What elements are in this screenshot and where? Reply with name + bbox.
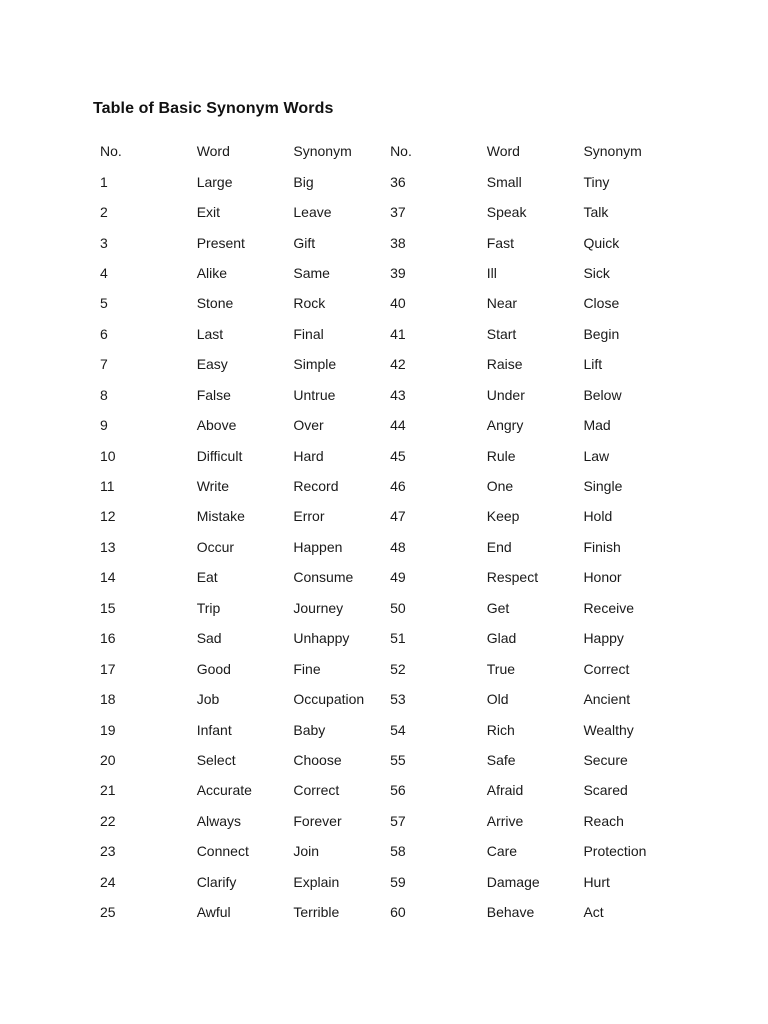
cell-no-left: 20 xyxy=(100,751,116,768)
cell-word-right: Behave xyxy=(486,904,535,921)
table-row xyxy=(93,349,673,379)
cell-synonym-right: Finish xyxy=(583,538,621,555)
cell-word-right: Keep xyxy=(486,508,520,525)
cell-word-left: Select xyxy=(196,751,236,768)
table-row xyxy=(93,410,673,440)
table-row xyxy=(93,471,673,501)
cell-no-right: 58 xyxy=(390,843,406,860)
cell-word-left: Above xyxy=(196,417,237,434)
table-row xyxy=(93,258,673,288)
header-synonym-left: Synonym xyxy=(293,143,352,160)
cell-no-right: 60 xyxy=(390,904,406,921)
cell-synonym-right: Correct xyxy=(583,660,630,677)
cell-synonym-left: Final xyxy=(293,325,324,342)
cell-word-right: Fast xyxy=(486,234,514,251)
cell-synonym-right: Reach xyxy=(583,812,624,829)
table-row xyxy=(93,562,673,592)
table-row xyxy=(93,714,673,744)
cell-synonym-right: Hurt xyxy=(583,873,610,890)
cell-synonym-left: Occupation xyxy=(293,691,365,708)
synonym-table xyxy=(93,136,673,927)
cell-no-left: 15 xyxy=(100,599,116,616)
cell-word-left: Sad xyxy=(196,630,222,647)
cell-no-right: 40 xyxy=(390,295,406,312)
cell-synonym-right: Quick xyxy=(583,234,620,251)
cell-synonym-left: Untrue xyxy=(293,386,336,403)
cell-synonym-left: Terrible xyxy=(293,904,340,921)
cell-no-left: 16 xyxy=(100,630,116,647)
cell-synonym-right: Scared xyxy=(583,782,628,799)
cell-synonym-left: Choose xyxy=(293,751,342,768)
cell-synonym-left: Journey xyxy=(293,599,344,616)
cell-synonym-left: Leave xyxy=(293,204,332,221)
table-row xyxy=(93,593,673,623)
cell-synonym-right: Begin xyxy=(583,325,620,342)
cell-no-left: 8 xyxy=(100,386,108,403)
cell-no-right: 49 xyxy=(390,569,406,586)
cell-word-right: Afraid xyxy=(486,782,524,799)
cell-synonym-right: Protection xyxy=(583,843,647,860)
cell-word-left: Always xyxy=(196,812,242,829)
cell-no-right: 59 xyxy=(390,873,406,890)
cell-no-right: 47 xyxy=(390,508,406,525)
cell-word-left: Trip xyxy=(196,599,221,616)
cell-no-left: 4 xyxy=(100,264,108,281)
cell-word-right: Rich xyxy=(486,721,515,738)
table-row xyxy=(93,867,673,897)
cell-no-left: 5 xyxy=(100,295,108,312)
header-no-left: No. xyxy=(100,143,122,160)
cell-synonym-left: Over xyxy=(293,417,324,434)
table-row xyxy=(93,745,673,775)
table-header xyxy=(93,136,673,166)
cell-no-right: 48 xyxy=(390,538,406,555)
cell-word-right: Safe xyxy=(486,751,516,768)
cell-word-left: Job xyxy=(196,691,220,708)
cell-synonym-right: Law xyxy=(583,447,610,464)
cell-word-left: Infant xyxy=(196,721,232,738)
cell-synonym-right: Wealthy xyxy=(583,721,634,738)
cell-synonym-right: Tiny xyxy=(583,173,610,190)
cell-no-left: 3 xyxy=(100,234,108,251)
header-word-left: Word xyxy=(196,143,230,160)
cell-word-right: True xyxy=(486,660,516,677)
header-synonym-right: Synonym xyxy=(583,143,642,160)
cell-no-right: 57 xyxy=(390,812,406,829)
cell-word-left: Present xyxy=(196,234,245,251)
cell-no-right: 52 xyxy=(390,660,406,677)
cell-word-right: Get xyxy=(486,599,510,616)
cell-synonym-left: Explain xyxy=(293,873,340,890)
cell-word-left: Awful xyxy=(196,904,231,921)
cell-word-left: Mistake xyxy=(196,508,245,525)
cell-synonym-left: Forever xyxy=(293,812,342,829)
cell-no-right: 51 xyxy=(390,630,406,647)
cell-synonym-left: Happen xyxy=(293,538,343,555)
cell-synonym-left: Join xyxy=(293,843,320,860)
cell-synonym-right: Mad xyxy=(583,417,611,434)
cell-synonym-right: Honor xyxy=(583,569,622,586)
cell-synonym-left: Rock xyxy=(293,295,326,312)
cell-synonym-left: Fine xyxy=(293,660,321,677)
cell-synonym-right: Single xyxy=(583,478,623,495)
cell-word-left: False xyxy=(196,386,231,403)
table-row xyxy=(93,166,673,196)
cell-word-left: Eat xyxy=(196,569,218,586)
cell-no-right: 39 xyxy=(390,264,406,281)
cell-no-left: 7 xyxy=(100,356,108,373)
cell-word-right: Near xyxy=(486,295,518,312)
document-title: Table of Basic Synonym Words xyxy=(93,100,334,117)
cell-no-left: 13 xyxy=(100,538,116,555)
cell-no-left: 11 xyxy=(100,478,115,495)
cell-no-right: 45 xyxy=(390,447,406,464)
cell-no-right: 42 xyxy=(390,356,406,373)
cell-no-right: 44 xyxy=(390,417,406,434)
table-row xyxy=(93,288,673,318)
cell-synonym-right: Act xyxy=(583,904,604,921)
cell-no-right: 43 xyxy=(390,386,406,403)
cell-synonym-left: Hard xyxy=(293,447,324,464)
cell-synonym-left: Record xyxy=(293,478,339,495)
table-row xyxy=(93,227,673,257)
cell-no-right: 55 xyxy=(390,751,406,768)
cell-synonym-left: Simple xyxy=(293,356,337,373)
cell-no-left: 23 xyxy=(100,843,116,860)
table-row xyxy=(93,532,673,562)
cell-word-left: Easy xyxy=(196,356,228,373)
cell-no-right: 53 xyxy=(390,691,406,708)
cell-synonym-left: Baby xyxy=(293,721,326,738)
cell-word-left: Large xyxy=(196,173,233,190)
table-row xyxy=(93,836,673,866)
cell-word-right: Small xyxy=(486,173,522,190)
table-row xyxy=(93,380,673,410)
cell-word-right: Care xyxy=(486,843,518,860)
cell-word-left: Exit xyxy=(196,204,221,221)
cell-no-left: 24 xyxy=(100,873,116,890)
cell-no-left: 22 xyxy=(100,812,116,829)
table-row xyxy=(93,653,673,683)
cell-synonym-right: Receive xyxy=(583,599,635,616)
cell-synonym-right: Hold xyxy=(583,508,613,525)
cell-no-right: 36 xyxy=(390,173,406,190)
cell-word-left: Accurate xyxy=(196,782,252,799)
cell-synonym-left: Gift xyxy=(293,234,316,251)
cell-word-right: Raise xyxy=(486,356,523,373)
table-row xyxy=(93,197,673,227)
cell-no-left: 14 xyxy=(100,569,116,586)
cell-word-right: Glad xyxy=(486,630,517,647)
cell-no-left: 18 xyxy=(100,691,116,708)
cell-no-right: 50 xyxy=(390,599,406,616)
cell-word-right: One xyxy=(486,478,514,495)
cell-word-left: Last xyxy=(196,325,224,342)
cell-no-left: 21 xyxy=(100,782,116,799)
cell-word-left: Clarify xyxy=(196,873,237,890)
cell-synonym-right: Ancient xyxy=(583,691,631,708)
cell-word-right: Arrive xyxy=(486,812,524,829)
header-no-right: No. xyxy=(390,143,412,160)
cell-no-right: 46 xyxy=(390,478,406,495)
cell-synonym-left: Unhappy xyxy=(293,630,350,647)
table-row xyxy=(93,623,673,653)
cell-no-right: 37 xyxy=(390,204,406,221)
cell-word-right: Under xyxy=(486,386,525,403)
cell-synonym-right: Talk xyxy=(583,204,609,221)
cell-word-right: Damage xyxy=(486,873,540,890)
table-row xyxy=(93,501,673,531)
cell-word-left: Difficult xyxy=(196,447,243,464)
cell-no-left: 2 xyxy=(100,204,108,221)
cell-word-right: Old xyxy=(486,691,509,708)
table-row xyxy=(93,775,673,805)
cell-word-right: Ill xyxy=(486,264,497,281)
cell-synonym-right: Below xyxy=(583,386,622,403)
cell-word-left: Occur xyxy=(196,538,235,555)
table-header-row xyxy=(93,136,673,166)
cell-word-left: Connect xyxy=(196,843,249,860)
table-row xyxy=(93,897,673,927)
cell-no-left: 25 xyxy=(100,904,116,921)
table-row xyxy=(93,319,673,349)
cell-word-left: Good xyxy=(196,660,231,677)
cell-no-left: 9 xyxy=(100,417,108,434)
cell-no-left: 1 xyxy=(100,173,108,190)
cell-word-right: Rule xyxy=(486,447,516,464)
cell-word-right: Angry xyxy=(486,417,524,434)
header-word-right: Word xyxy=(486,143,520,160)
cell-no-right: 41 xyxy=(390,325,406,342)
table-body xyxy=(93,166,673,927)
cell-synonym-left: Error xyxy=(293,508,325,525)
cell-synonym-left: Same xyxy=(293,264,330,281)
cell-synonym-right: Secure xyxy=(583,751,628,768)
cell-no-left: 6 xyxy=(100,325,108,342)
cell-no-left: 19 xyxy=(100,721,116,738)
cell-word-right: Respect xyxy=(486,569,539,586)
table-row xyxy=(93,806,673,836)
cell-no-left: 10 xyxy=(100,447,116,464)
cell-no-left: 17 xyxy=(100,660,116,677)
cell-synonym-left: Big xyxy=(293,173,314,190)
cell-no-right: 38 xyxy=(390,234,406,251)
cell-word-left: Write xyxy=(196,478,230,495)
cell-word-left: Stone xyxy=(196,295,234,312)
table-row xyxy=(93,440,673,470)
cell-synonym-right: Sick xyxy=(583,264,610,281)
cell-no-left: 12 xyxy=(100,508,116,525)
cell-word-left: Alike xyxy=(196,264,228,281)
cell-word-right: End xyxy=(486,538,512,555)
table-row xyxy=(93,684,673,714)
cell-word-right: Start xyxy=(486,325,517,342)
cell-no-right: 56 xyxy=(390,782,406,799)
cell-synonym-left: Consume xyxy=(293,569,354,586)
cell-synonym-right: Lift xyxy=(583,356,603,373)
cell-no-right: 54 xyxy=(390,721,406,738)
cell-synonym-left: Correct xyxy=(293,782,340,799)
cell-synonym-right: Happy xyxy=(583,630,624,647)
cell-word-right: Speak xyxy=(486,204,527,221)
cell-synonym-right: Close xyxy=(583,295,620,312)
